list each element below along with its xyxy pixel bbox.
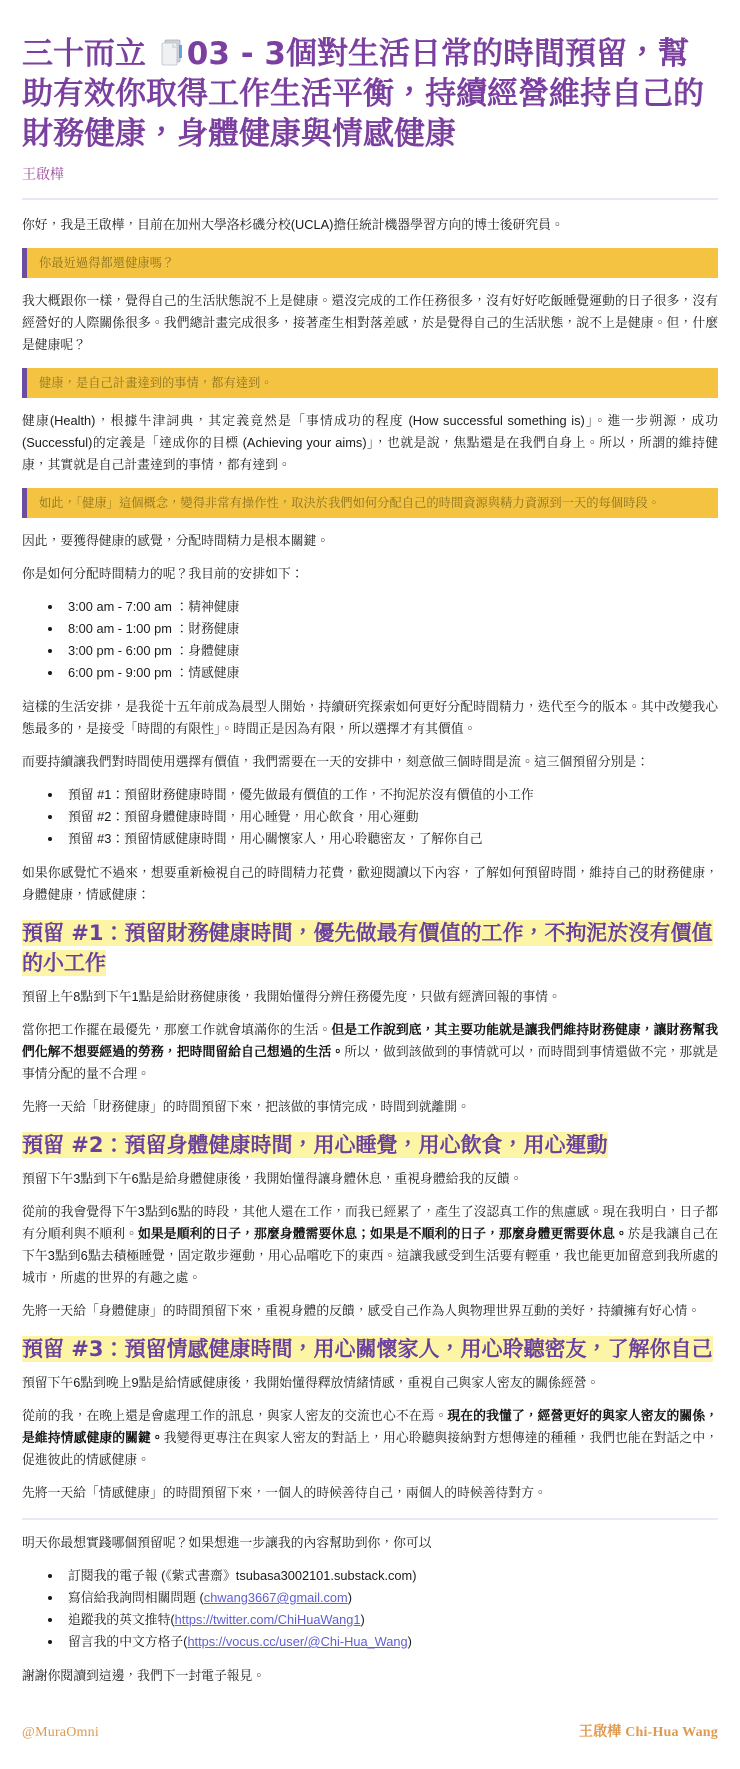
section1-paragraph-2 <box>22 1019 718 1085</box>
email-link[interactable]: chwang3667@gmail.com <box>203 1590 348 1605</box>
list-item: 3:00 pm - 6:00 pm ：身體健康 <box>68 640 718 662</box>
section1-paragraph-3: 先將一天給「財務健康」的時間預留下來，把該做的事情完成，時間到就離開。 <box>22 1099 470 1114</box>
section1-paragraph-1: 預留上午8點到下午1點是給財務健康後，我開始懂得分辨任務優先度，只做有經濟回報的事情。 <box>22 989 561 1004</box>
callout-2: 健康，是自己計畫達到的事情，都有達到。 <box>22 368 718 398</box>
section3-p2-bold: 現在的我懂了，經營更好的與家人密友的關係，是維持情感健康的關鍵。 <box>22 1408 718 1445</box>
twitter-link[interactable]: https://twitter.com/ChiHuaWang1 <box>174 1612 361 1627</box>
page-document-emoji <box>159 38 185 68</box>
paragraph-3: 健康(Health)，根據牛津詞典，其定義竟然是「事情成功的程度 (How successful something is)」。進一步朔源，成功(Successful)的定義是「達成你的目標 (Achieving your aims)」，也就是說，焦點還是在我們自身上。所以，所謂的維持健康，其實就是自己計畫達到的事情，都有達到。 <box>22 413 718 472</box>
page-header <box>0 0 740 184</box>
closing-item-2-suffix: ) <box>360 1612 365 1627</box>
section3-paragraph-1: 預留下午6點到晚上9點是給情感健康後，我開始懂得釋放情緒情感，重視自己與家人密友的關係經營。 <box>22 1375 600 1390</box>
section3-p2-a: 從前的我，在晚上還是會處理工作的訊息，與家人密友的交流也心不在焉。 <box>22 1408 448 1423</box>
paragraph-2: 我大概跟你一樣，覺得自己的生活狀態說不上是健康。還沒完成的工作任務很多，沒有好好吃飯睡覺運動的日子很多，沒有經營好的人際關係很多。我們總計畫完成很多，接著產生相對落差感，於是覺得自己的生活狀態，說不上是健康。但，什麼是健康呢？ <box>22 293 718 352</box>
section1-p2-a: 當你把工作擺在最優先，那麼工作就會填滿你的生活。 <box>22 1022 332 1037</box>
section1-p2-bold: 但是工作說到底，其主要功能就是讓我們維持財務健康，讓財務幫我們化解不想要經過的勞務，把時間留給自己想過的生活。 <box>22 1022 718 1059</box>
list-item <box>68 1587 718 1609</box>
section3-paragraph-2 <box>22 1405 718 1471</box>
footer-handle: @MuraOmni <box>22 1725 99 1740</box>
list-item: 預留 #2：預留身體健康時間，用心睡覺，用心飲食，用心運動 <box>68 806 718 828</box>
page-title <box>22 34 718 154</box>
list-item: 預留 #1：預留財務健康時間，優先做最有價值的工作，不拘泥於沒有價值的小工作 <box>68 784 718 806</box>
section-heading-2 <box>22 1130 718 1160</box>
closing-item-3-prefix: 留言我的中文方格子( <box>68 1634 188 1649</box>
paragraph-6: 這樣的生活安排，是我從十五年前成為晨型人開始，持續研究探索如何更好分配時間精力，迭代至今的版本。其中改變我心態最多的，是接受「時間的有限性」。時間正是因為有限，所以選擇才有其價值。 <box>22 699 718 736</box>
list-item: 6:00 pm - 9:00 pm ：情感健康 <box>68 662 718 684</box>
closing-item-1-suffix: ) <box>347 1590 352 1605</box>
closing-intro: 明天你最想實踐哪個預留呢？如果想進一步讓我的內容幫助到你，你可以 <box>22 1535 432 1550</box>
paragraph-7: 而要持續讓我們對時間使用選擇有價值，我們需要在一天的安排中，刻意做三個時間是流。這三個預留分別是： <box>22 754 650 769</box>
author-byline: 王啟樺 <box>22 166 64 182</box>
list-item <box>68 1609 718 1631</box>
section-heading-3 <box>22 1334 718 1364</box>
paragraph-5: 你是如何分配時間精力的呢？我目前的安排如下： <box>22 566 304 581</box>
section2-paragraph-2 <box>22 1201 718 1289</box>
page-footer <box>22 1721 718 1769</box>
section2-p2-a: 從前的我會覺得下午3點到6點的時段，其他人還在工作，而我已經累了，產生了沒認真工作的焦慮感。現在我明白，日子都有分順利與不順利。 <box>22 1204 718 1241</box>
content-divider <box>22 1518 718 1520</box>
callout-3: 如此，「健康」這個概念，變得非常有操作性，取決於我們如何分配自己的時間資源與精力資源到一天的每個時段。 <box>22 488 718 518</box>
vocus-link[interactable]: https://vocus.cc/user/@Chi-Hua_Wang <box>187 1634 408 1649</box>
footer-author: 王啟樺 Chi-Hua Wang <box>578 1725 718 1740</box>
section2-paragraph-1: 預留下午3點到下午6點是給身體健康後，我開始懂得讓身體休息，重視身體給我的反饋。 <box>22 1171 523 1186</box>
list-item: 預留 #3：預留情感健康時間，用心關懷家人，用心聆聽密友，了解你自己 <box>68 828 718 850</box>
page-title-part2: 03 - 3個對生活日常的時間預留，幫助有效你取得工作生活平衡，持續經營維持自己的財務健康，身體健康與情感健康 <box>22 36 704 152</box>
section3-p2-b: 我變得更專注在與家人密友的對話上，用心聆聽與接納對方想傳達的種種，我們也能在對話之中，促進彼此的情感健康。 <box>22 1430 718 1467</box>
closing-thanks: 謝謝你閱讀到這邊，我們下一封電子報見。 <box>22 1668 266 1683</box>
reserve-list <box>22 784 718 850</box>
closing-item-3-suffix: ) <box>407 1634 412 1649</box>
page-title-part1: 三十而立 <box>22 36 157 72</box>
list-item: 8:00 am - 1:00 pm ：財務健康 <box>68 618 718 640</box>
section-heading-1-text: 預留 #1：預留財務健康時間，優先做最有價值的工作，不拘泥於沒有價值的小工作 <box>22 921 713 975</box>
list-item <box>68 1631 718 1653</box>
intro-paragraph: 你好，我是王啟樺，目前在加州大學洛杉磯分校(UCLA)擔任統計機器學習方向的博士後研究員。 <box>22 217 564 232</box>
article-body <box>0 200 740 1687</box>
list-item <box>68 1565 718 1587</box>
section-heading-2-text: 預留 #2：預留身體健康時間，用心睡覺，用心飲食，用心運動 <box>22 1133 608 1157</box>
section2-p2-bold: 如果是順利的日子，那麼身體需要休息；如果是不順利的日子，那麼身體更需要休息。 <box>138 1226 628 1241</box>
section-heading-3-text: 預留 #3：預留情感健康時間，用心關懷家人，用心聆聽密友，了解你自己 <box>22 1337 713 1361</box>
closing-item-1-prefix: 寫信給我詢問相關問題 ( <box>68 1590 204 1605</box>
closing-links-list <box>22 1565 718 1653</box>
paragraph-4: 因此，要獲得健康的感覺，分配時間精力是根本關鍵。 <box>22 533 330 548</box>
section2-paragraph-3: 先將一天給「身體健康」的時間預留下來，重視身體的反饋，感受自己作為人與物理世界互動的美好，持續擁有好心情。 <box>22 1303 701 1318</box>
list-item: 3:00 am - 7:00 am ：精神健康 <box>68 596 718 618</box>
closing-item-2-prefix: 追蹤我的英文推特( <box>68 1612 175 1627</box>
paragraph-8: 如果你感覺忙不過來，想要重新檢視自己的時間精力花費，歡迎閱讀以下內容，了解如何預留時間，維持自己的財務健康，身體健康，情感健康： <box>22 865 718 902</box>
section1-p2-b: 所以，做到該做到的事情就可以，而時間到事情還做不完，那就是事情分配的量不合理。 <box>22 1044 718 1081</box>
closing-block <box>22 1532 718 1687</box>
callout-1: 你最近過得都還健康嗎？ <box>22 248 718 278</box>
section3-paragraph-3: 先將一天給「情感健康」的時間預留下來，一個人的時候善待自己，兩個人的時候善待對方。 <box>22 1485 547 1500</box>
section2-p2-b: 於是我讓自己在下午3點到6點去積極睡覺，固定散步運動，用心品嚐吃下的東西。這讓我感受到生活要有輕重，我也能更加留意到我所處的城市，所處的世界的有趣之處。 <box>22 1226 718 1285</box>
section-heading-1 <box>22 918 718 978</box>
closing-item-0-prefix: 訂閱我的電子報 (《紫式書齋》tsubasa3002101.substack.com) <box>68 1568 417 1583</box>
schedule-list <box>22 596 718 684</box>
